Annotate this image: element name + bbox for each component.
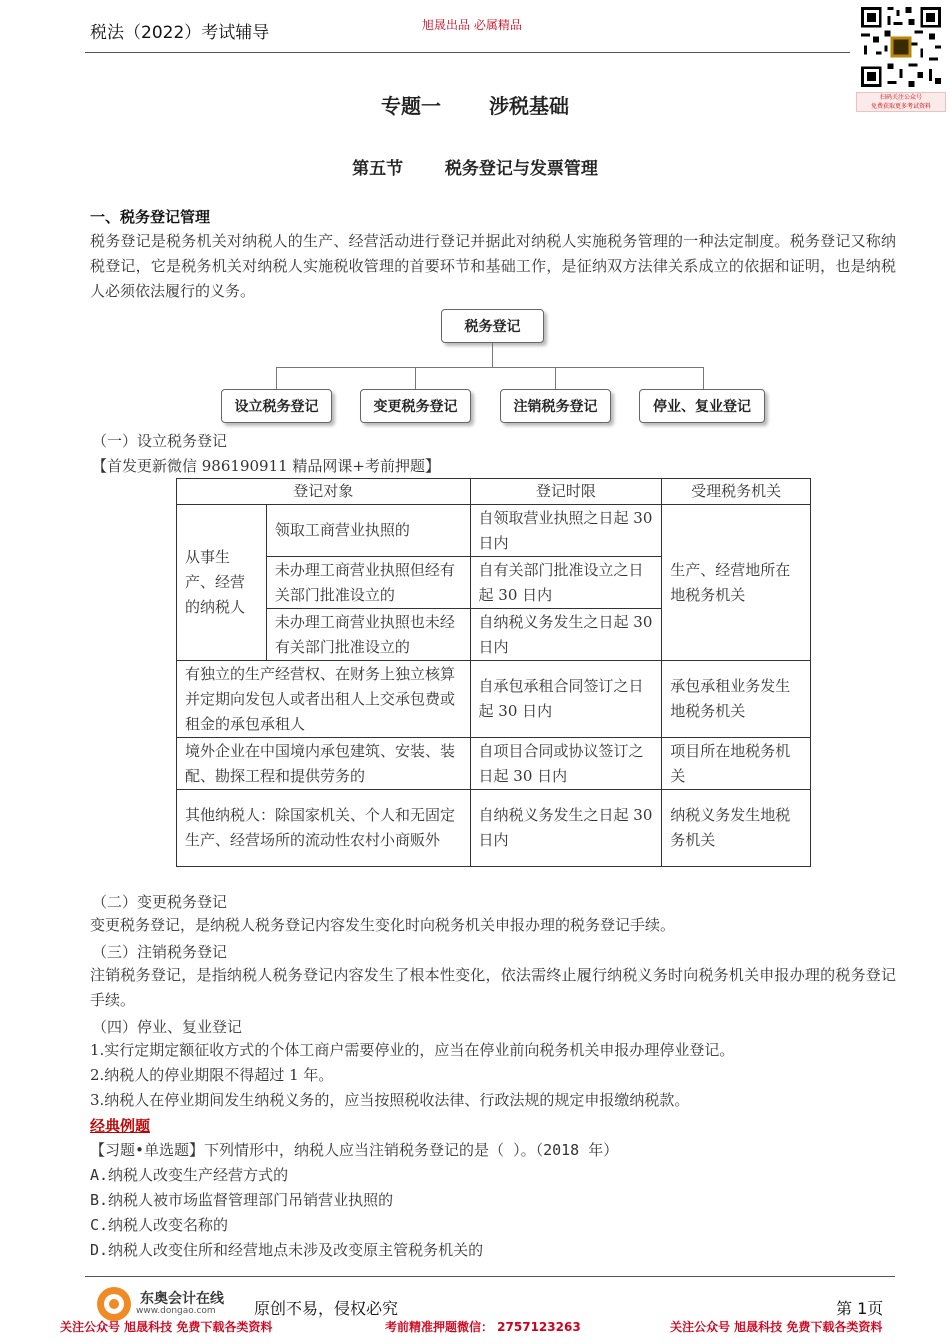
row-deadline: 自领取营业执照之日起 30 日内: [470, 505, 662, 557]
row-authority: 承包承租业务发生地税务机关: [662, 661, 811, 738]
example-question: 【习题•单选题】下列情形中，纳税人应当注销税务登记的是（ ）。（2018 年）: [90, 1141, 619, 1159]
sub4-item: 3.纳税人在停业期间发生纳税义务的，应当按照税收法律、行政法规的规定申报缴纳税款。: [90, 1091, 690, 1109]
chapter-label: 专题一: [381, 94, 442, 118]
logo-name: 东奥会计在线: [140, 1291, 224, 1307]
sub4-item: 2.纳税人的停业期限不得超过 1 年。: [90, 1066, 334, 1084]
sub2-body: 变更税务登记，是纳税人税务登记内容发生变化时向税务机关申报办理的税务登记手续。: [90, 916, 676, 934]
logo-url: www.dongao.com: [136, 1306, 216, 1316]
table-header: 登记对象: [177, 479, 471, 505]
table-header: 登记时限: [470, 479, 662, 505]
group-authority: 生产、经营地所在地税务机关: [662, 505, 811, 661]
sub1-note: 【首发更新微信 986190911 精品网课+考前押题】: [92, 457, 440, 475]
example-option: A.纳税人改变生产经营方式的: [90, 1166, 289, 1184]
diagram-child: 变更税务登记: [360, 389, 471, 423]
part1-heading: 一、税务登记管理: [90, 208, 211, 226]
example-option: C.纳税人改变名称的: [90, 1216, 229, 1234]
footer-promo-left: 关注公众号 旭晟科技 免费下载各类资料: [60, 1320, 273, 1334]
footer-slogan: 原创不易，侵权必究: [254, 1299, 399, 1318]
header-title: 税法（2022）考试辅导: [90, 23, 270, 43]
example-option: B.纳税人被市场监督管理部门吊销营业执照的: [90, 1191, 394, 1209]
table-row: [177, 661, 811, 738]
sub1-heading: （一）设立税务登记: [92, 432, 228, 450]
registration-table: [176, 478, 811, 867]
footer-divider: [85, 1276, 895, 1277]
chapter-name: 涉税基础: [488, 94, 569, 118]
footer-promo-right: 关注公众号 旭晟科技 免费下载各类资料: [670, 1320, 883, 1334]
group-label: 从事生产、经营的纳税人: [177, 505, 267, 661]
row-authority: 项目所在地税务机关: [662, 738, 811, 790]
header-brand: 旭晟出品 必属精品: [422, 18, 522, 32]
row-object: 未办理工商营业执照也未经有关部门批准设立的: [266, 609, 470, 661]
row-object: 未办理工商营业执照但经有关部门批准设立的: [266, 557, 470, 609]
section-title: [0, 154, 950, 179]
section-label: 第五节: [352, 159, 404, 179]
table-row: [177, 505, 811, 557]
row-deadline: 自承包承租合同签订之日起 30 日内: [470, 661, 662, 738]
sub3-body: 注销税务登记，是指纳税人税务登记内容发生了根本性变化，依法需终止履行纳税义务时向税务机关申报办理的税务登记手续。: [90, 966, 896, 1009]
qr-caption-line: 免费获取更多考试资料: [870, 103, 931, 110]
qr-caption-line: 扫码关注公众号: [879, 94, 922, 101]
diagram-connector: [703, 367, 704, 389]
diagram-connector: [276, 367, 277, 389]
part1-body: 税务登记是税务机关对纳税人的生产、经营活动进行登记并据此对纳税人实施税务管理的一种法定制度。税务登记又称纳税登记，它是税务机关对纳税人实施税收管理的首要环节和基础工作，是征纳双方法律关系成立的依据和证明，也是纳税人必须依法履行的义务。: [90, 232, 896, 300]
diagram-connector: [415, 367, 416, 389]
table-row: [177, 738, 811, 790]
row-object: 境外企业在中国境内承包建筑、安装、装配、勘探工程和提供劳务的: [177, 738, 471, 790]
table-header: 受理税务机关: [662, 479, 811, 505]
row-object: 领取工商营业执照的: [266, 505, 470, 557]
row-deadline: 自有关部门批准设立之日起 30 日内: [470, 557, 662, 609]
diagram-child: 注销税务登记: [500, 389, 611, 423]
page-number: 第 1页: [836, 1299, 884, 1318]
diagram-connector: [492, 343, 493, 367]
diagram-child: 停业、复业登记: [639, 389, 765, 423]
qr-code-icon: [858, 4, 944, 90]
table-row: [177, 790, 811, 867]
sub4-item: 1.实行定期定额征收方式的个体工商户需要停业的，应当在停业前向税务机关申报办理停业登记。: [90, 1041, 735, 1059]
row-deadline: 自纳税义务发生之日起 30 日内: [470, 790, 662, 867]
row-object: 其他纳税人：除国家机关、个人和无固定生产、经营场所的流动性农村小商贩外: [177, 790, 471, 867]
header-divider: [85, 52, 850, 53]
example-title: 经典例题: [90, 1117, 151, 1135]
row-authority: 纳税义务发生地税务机关: [662, 790, 811, 867]
footer-promo-center: 考前精准押题微信： 2757123263: [385, 1320, 581, 1334]
chapter-title: [0, 90, 950, 119]
diagram-child: 设立税务登记: [221, 389, 332, 423]
row-deadline: 自纳税义务发生之日起 30 日内: [470, 609, 662, 661]
diagram-connector: [276, 367, 704, 368]
diagram-connector: [555, 367, 556, 389]
sub4-heading: （四）停业、复业登记: [92, 1018, 243, 1036]
section-name: 税务登记与发票管理: [444, 159, 598, 179]
sub2-heading: （二）变更税务登记: [92, 893, 228, 911]
row-object: 有独立的生产经营权、在财务上独立核算并定期向发包人或者出租人上交承包费或租金的承包承租人: [177, 661, 471, 738]
sub3-heading: （三）注销税务登记: [92, 943, 228, 961]
example-option: D.纳税人改变住所和经营地点未涉及改变原主管税务机关的: [90, 1241, 484, 1259]
diagram-root: 税务登记: [441, 309, 544, 343]
table-header-row: [177, 479, 811, 505]
row-deadline: 自项目合同或协议签订之日起 30 日内: [470, 738, 662, 790]
